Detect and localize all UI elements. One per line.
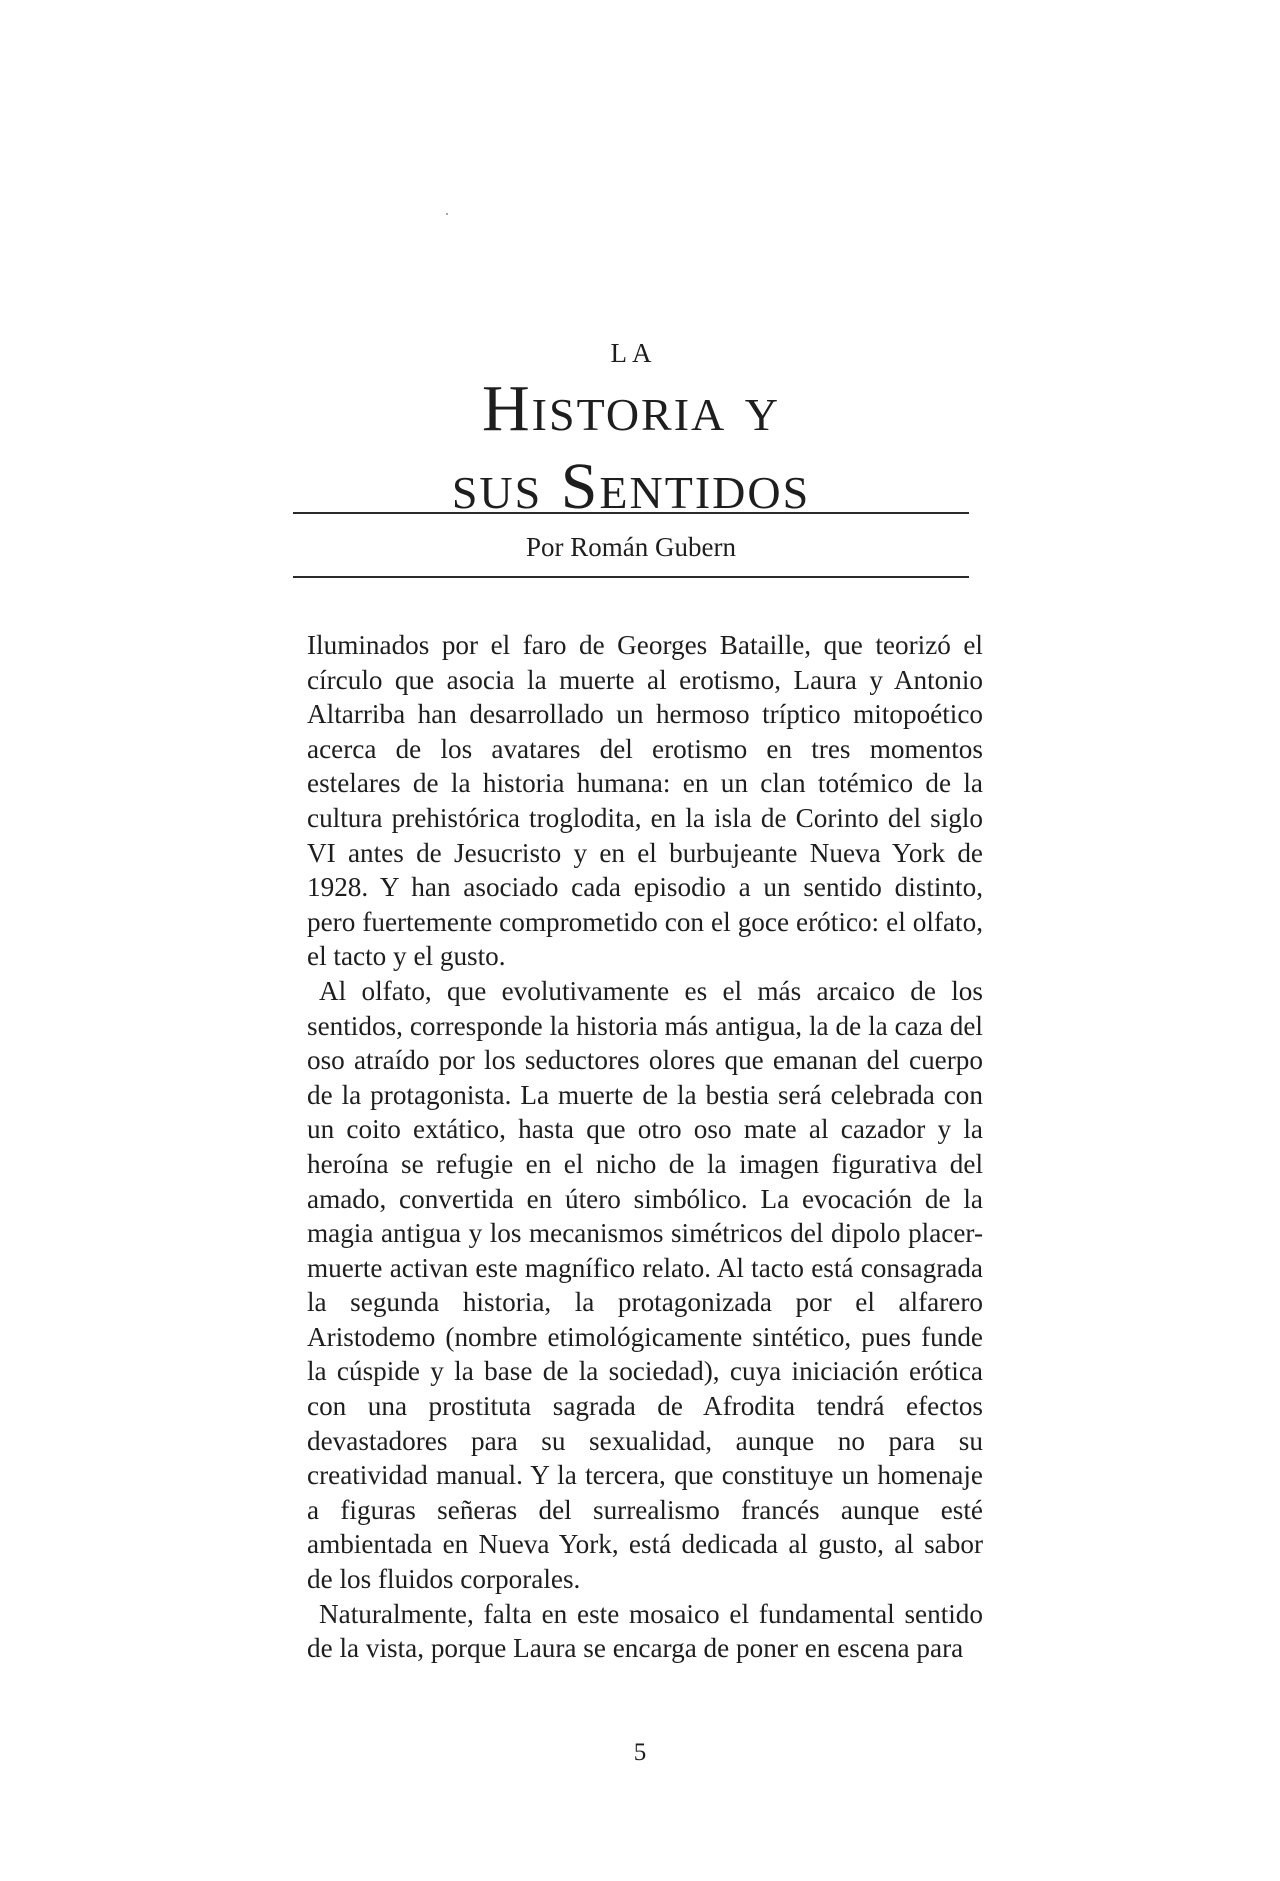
scan-speck <box>446 213 448 215</box>
header-rule-bottom <box>293 576 969 578</box>
article-header <box>293 338 969 526</box>
article-body <box>307 628 983 1666</box>
title-line-2: sus Sentidos <box>451 450 811 523</box>
header-rule-top <box>293 512 969 514</box>
body-paragraph-2: Al olfato, que evolutivamente es el más arcaico de los sentidos, corresponde la historia más antigua, la de la caza del oso atraído por los seductores olores que emanan del cuerpo de la protagonista. La muerte de la bestia será celebrada con un coito extático, hasta que otro oso mate al cazador y la heroína se refugie en el nicho de la imagen figurativa del amado, convertida en útero simbólico. La evocación de la magia antigua y los mecanismos simétricos del dipolo placer-muerte activan este magnífico relato. Al tacto está consagrada la segunda historia, la protagonizada por el alfarero Aristodemo (nombre etimológicamente sintético, pues funde la cúspide y la base de la sociedad), cuya iniciación erótica con una prostituta sagrada de Afrodita tendrá efectos devastadores para su sexualidad, aunque no para su creatividad manual. Y la tercera, que constituye un homenaje a figuras señeras del surrealismo francés aunque esté ambientada en Nueva York, está dedicada al gusto, al sabor de los fluidos corporales. <box>307 975 983 1595</box>
byline: Por Román Gubern <box>526 532 736 562</box>
page-number: 5 <box>633 1739 647 1766</box>
body-paragraph-3: Naturalmente, falta en este mosaico el fundamental sentido de la vista, porque Laura se encarga de poner en escena para <box>307 1598 983 1664</box>
title-kicker: LA <box>610 338 657 368</box>
title-line-1: Historia y <box>482 372 780 445</box>
body-paragraph-1: Iluminados por el faro de Georges Bataille, que teorizó el círculo que asocia la muerte al erotismo, Laura y Antonio Altarriba han desarrollado un hermoso tríptico mitopoético acerca de los avatares del erotismo en tres momentos estelares de la historia humana: en un clan totémico de la cultura prehistórica troglodita, en la isla de Corinto del siglo VI antes de Jesucristo y en el burbujeante Nueva York de 1928. Y han asociado cada episodio a un sentido distinto, pero fuertemente comprometido con el goce erótico: el olfato, el tacto y el gusto. <box>307 630 983 972</box>
